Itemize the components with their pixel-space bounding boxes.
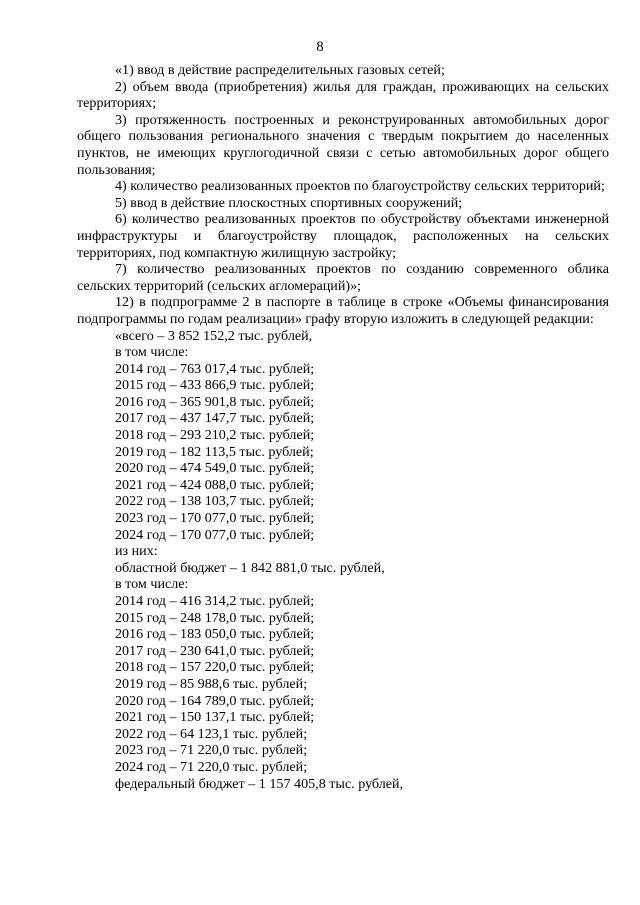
regional-year-line: 2022 год – 64 123,1 тыс. рублей;: [115, 725, 308, 742]
regional-including-label: в том числе:: [115, 576, 189, 593]
document-body: [77, 62, 609, 792]
funding-year-line: 2023 год – 170 077,0 тыс. рублей;: [115, 510, 315, 527]
paragraph-landscaping-projects: 4) количество реализованных проектов по благоустройству сельских территорий;: [115, 178, 605, 195]
regional-year-line: 2020 год – 164 789,0 тыс. рублей;: [115, 692, 315, 709]
funding-year-line: 2020 год – 474 549,0 тыс. рублей;: [115, 460, 315, 477]
funding-year-line: 2017 год – 437 147,7 тыс. рублей;: [115, 410, 315, 427]
regional-year-line: 2018 год – 157 220,0 тыс. рублей;: [115, 659, 315, 676]
funding-list: [77, 328, 609, 793]
paragraph-subprogram-amendment: 12) в подпрограмме 2 в паспорте в таблице в строке «Объемы финансирования подпрограммы по годам реализации» графу вторую изложить в следующей редакции:: [77, 294, 609, 327]
regional-year-line: 2019 год – 85 988,6 тыс. рублей;: [115, 675, 308, 692]
funding-year-line: 2021 год – 424 088,0 тыс. рублей;: [115, 476, 315, 493]
paragraph-housing: 2) объем ввода (приобретения) жилья для граждан, проживающих на сельских территориях;: [77, 78, 609, 112]
page-number: 8: [316, 39, 324, 55]
funding-year-line: 2016 год – 365 901,8 тыс. рублей;: [115, 393, 315, 410]
federal-budget-total: федеральный бюджет – 1 157 405,8 тыс. рублей,: [115, 775, 404, 792]
regional-year-line: 2017 год – 230 641,0 тыс. рублей;: [115, 642, 315, 659]
funding-year-line: 2022 год – 138 103,7 тыс. рублей;: [115, 493, 315, 510]
paragraph-roads: 3) протяженность построенных и реконструированных автомобильных дорог общего пользования регионального значения с твердым покрытием до населенных пунктов, не имеющих круглогодичной связи с сетью автомобильных дорог общего пользования;: [77, 111, 609, 178]
funding-year-line: 2024 год – 170 077,0 тыс. рублей;: [115, 526, 315, 543]
funding-year-line: 2018 год – 293 210,2 тыс. рублей;: [115, 427, 315, 444]
funding-year-line: 2015 год – 433 866,9 тыс. рублей;: [115, 377, 315, 394]
paragraph-agglomerations: 7) количество реализованных проектов по созданию современного облика сельских территорий (сельских агломераций)»;: [77, 261, 609, 294]
regional-year-line: 2014 год – 416 314,2 тыс. рублей;: [115, 593, 315, 609]
regional-year-line: 2016 год – 183 050,0 тыс. рублей;: [115, 626, 315, 643]
funding-including-label: в том числе:: [115, 344, 189, 361]
funding-total: «всего – 3 852 152,2 тыс. рублей,: [115, 327, 313, 344]
funding-year-line: 2014 год – 763 017,4 тыс. рублей;: [115, 360, 315, 377]
regional-budget-total: областной бюджет – 1 842 881,0 тыс. рублей,: [115, 559, 385, 576]
funding-year-line: 2019 год – 182 113,5 тыс. рублей;: [115, 443, 314, 460]
regional-year-line: 2024 год – 71 220,0 тыс. рублей;: [115, 758, 308, 775]
funding-of-which-label: из них:: [115, 543, 158, 560]
regional-year-line: 2021 год – 150 137,1 тыс. рублей;: [115, 709, 315, 726]
regional-year-line: 2023 год – 71 220,0 тыс. рублей;: [115, 742, 308, 759]
regional-year-line: 2015 год – 248 178,0 тыс. рублей;: [115, 609, 315, 626]
paragraph-infrastructure-projects: 6) количество реализованных проектов по обустройству объектами инженерной инфраструктуры и благоустройству площадок, расположенных на сельских территориях, под компактную жилищную застройку;: [77, 211, 609, 261]
paragraph-sports-facilities: 5) ввод в действие плоскостных спортивных сооружений;: [115, 194, 463, 211]
paragraph-gas-networks: «1) ввод в действие распределительных газовых сетей;: [115, 62, 445, 78]
